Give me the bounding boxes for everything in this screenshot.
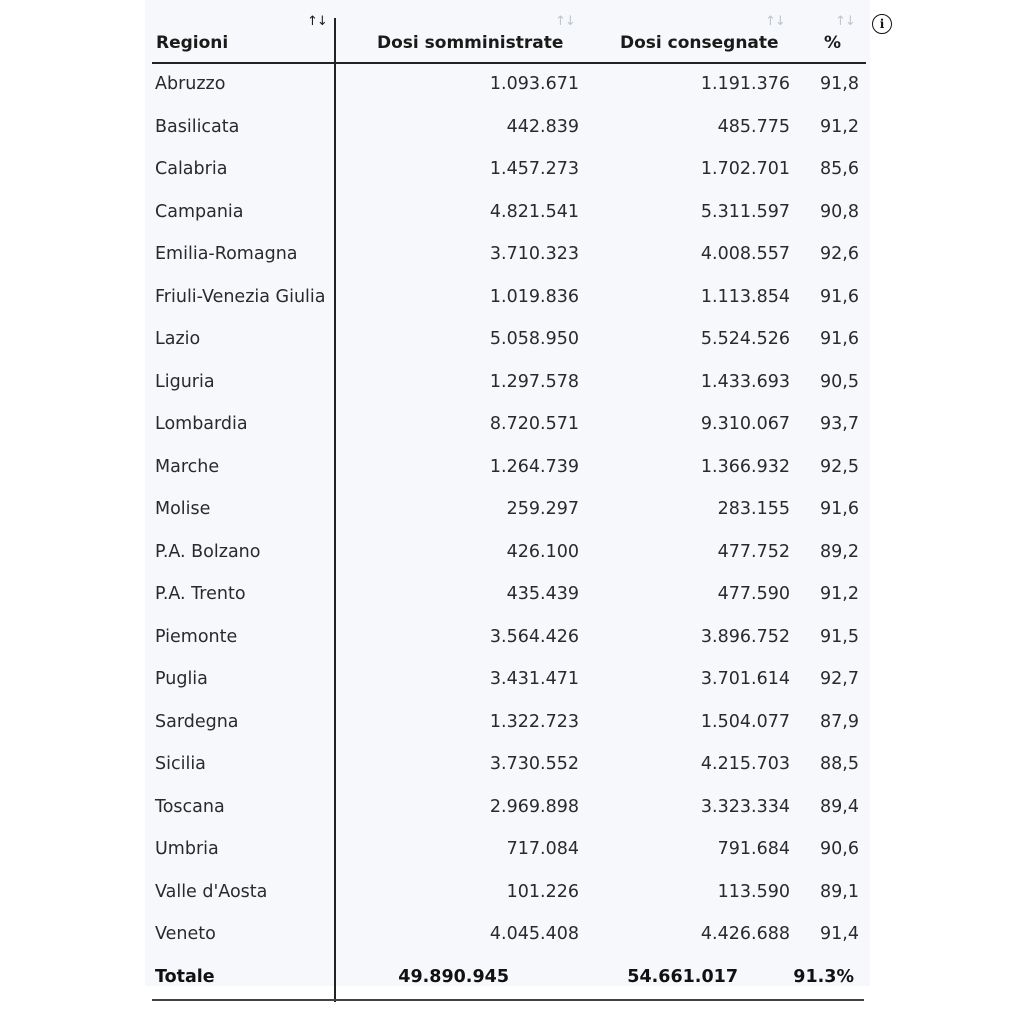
table-row bbox=[145, 489, 870, 531]
cell-percent: 91,6 bbox=[820, 499, 859, 519]
cell-doses-delivered: 4.426.688 bbox=[700, 924, 790, 944]
cell-percent: 92,7 bbox=[820, 669, 859, 689]
cell-doses-administered: 1.019.836 bbox=[489, 286, 579, 307]
cell-doses-delivered: 5.311.597 bbox=[700, 201, 790, 222]
vaccine-doses-table bbox=[145, 0, 870, 986]
cell-doses-administered: 3.564.426 bbox=[489, 626, 579, 647]
cell-percent: 91,2 bbox=[820, 584, 859, 604]
cell-doses-administered: 3.431.471 bbox=[489, 669, 579, 689]
table-row bbox=[145, 64, 870, 106]
cell-percent: 91,6 bbox=[820, 329, 859, 349]
cell-percent: 91,6 bbox=[820, 286, 859, 307]
cell-total-percent: 91.3% bbox=[793, 967, 854, 987]
cell-percent: 91,2 bbox=[820, 116, 859, 137]
cell-doses-delivered: 4.215.703 bbox=[700, 754, 790, 774]
cell-region: Lazio bbox=[155, 329, 201, 349]
cell-doses-administered: 426.100 bbox=[506, 541, 579, 562]
cell-region: Marche bbox=[155, 456, 220, 477]
sort-icon[interactable]: ↑↓ bbox=[835, 14, 855, 29]
cell-region: Calabria bbox=[155, 159, 228, 179]
column-header-dosi-consegnate[interactable]: Dosi consegnate bbox=[620, 33, 779, 53]
table-row bbox=[145, 107, 870, 149]
cell-total-doses-administered: 49.890.945 bbox=[398, 967, 509, 987]
cell-region: Puglia bbox=[155, 669, 208, 689]
cell-percent: 91,8 bbox=[820, 74, 859, 94]
cell-doses-delivered: 3.323.334 bbox=[700, 796, 790, 817]
info-icon[interactable]: i bbox=[872, 14, 892, 34]
table-row bbox=[145, 234, 870, 276]
cell-percent: 87,9 bbox=[820, 711, 859, 732]
cell-region: Veneto bbox=[155, 924, 216, 944]
cell-doses-administered: 259.297 bbox=[506, 499, 579, 519]
column-header-dosi-somministrate[interactable]: Dosi somministrate bbox=[377, 33, 564, 53]
table-row bbox=[145, 617, 870, 659]
cell-region: Abruzzo bbox=[155, 74, 226, 94]
table-bottom-border bbox=[152, 999, 864, 1001]
cell-region: P.A. Trento bbox=[155, 584, 246, 604]
table-row bbox=[145, 319, 870, 361]
cell-doses-delivered: 485.775 bbox=[717, 116, 790, 137]
table-row bbox=[145, 192, 870, 234]
table-row bbox=[145, 149, 870, 191]
cell-percent: 90,8 bbox=[820, 201, 859, 222]
cell-percent: 89,1 bbox=[820, 881, 859, 902]
cell-region: P.A. Bolzano bbox=[155, 541, 261, 562]
sort-icon[interactable]: ↑↓ bbox=[555, 14, 575, 29]
cell-region: Molise bbox=[155, 499, 211, 519]
table-row bbox=[145, 277, 870, 319]
cell-doses-delivered: 9.310.067 bbox=[700, 414, 790, 434]
table-row bbox=[145, 829, 870, 871]
column-header-regioni[interactable]: Regioni bbox=[156, 33, 229, 53]
cell-doses-administered: 1.093.671 bbox=[489, 74, 579, 94]
cell-doses-delivered: 477.590 bbox=[717, 584, 790, 604]
sort-icon[interactable]: ↑↓ bbox=[307, 14, 327, 29]
cell-doses-delivered: 477.752 bbox=[717, 541, 790, 562]
table-row bbox=[145, 404, 870, 446]
cell-doses-delivered: 1.366.932 bbox=[700, 456, 790, 477]
column-header-percent[interactable]: % bbox=[824, 33, 842, 53]
cell-doses-delivered: 1.191.376 bbox=[700, 74, 790, 94]
cell-doses-administered: 1.457.273 bbox=[489, 159, 579, 179]
cell-region: Piemonte bbox=[155, 626, 238, 647]
total-row bbox=[145, 957, 870, 999]
cell-doses-administered: 1.264.739 bbox=[489, 456, 579, 477]
cell-doses-administered: 4.045.408 bbox=[489, 924, 579, 944]
cell-region: Umbria bbox=[155, 839, 219, 859]
cell-doses-administered: 717.084 bbox=[506, 839, 579, 859]
cell-doses-administered: 4.821.541 bbox=[489, 201, 579, 222]
cell-doses-delivered: 1.113.854 bbox=[700, 286, 790, 307]
cell-percent: 88,5 bbox=[820, 754, 859, 774]
cell-doses-administered: 8.720.571 bbox=[489, 414, 579, 434]
cell-doses-delivered: 3.896.752 bbox=[700, 626, 790, 647]
cell-percent: 90,5 bbox=[820, 371, 859, 392]
cell-doses-delivered: 1.702.701 bbox=[700, 159, 790, 179]
cell-doses-delivered: 1.433.693 bbox=[700, 371, 790, 392]
table-header bbox=[145, 0, 870, 64]
cell-percent: 90,6 bbox=[820, 839, 859, 859]
cell-doses-administered: 101.226 bbox=[506, 881, 579, 902]
cell-total-label: Totale bbox=[155, 967, 215, 987]
table-row bbox=[145, 574, 870, 616]
cell-doses-administered: 2.969.898 bbox=[489, 796, 579, 817]
cell-percent: 92,5 bbox=[820, 456, 859, 477]
cell-region: Friuli-Venezia Giulia bbox=[155, 286, 326, 307]
cell-doses-administered: 1.297.578 bbox=[489, 371, 579, 392]
table-row bbox=[145, 447, 870, 489]
table-row bbox=[145, 787, 870, 829]
table-row bbox=[145, 362, 870, 404]
cell-doses-delivered: 113.590 bbox=[717, 881, 790, 902]
cell-region: Campania bbox=[155, 201, 244, 222]
cell-doses-delivered: 791.684 bbox=[717, 839, 790, 859]
cell-region: Sardegna bbox=[155, 711, 239, 732]
cell-doses-delivered: 4.008.557 bbox=[700, 244, 790, 264]
cell-region: Emilia-Romagna bbox=[155, 244, 298, 264]
cell-percent: 92,6 bbox=[820, 244, 859, 264]
cell-percent: 93,7 bbox=[820, 414, 859, 434]
cell-percent: 89,4 bbox=[820, 796, 859, 817]
cell-doses-delivered: 283.155 bbox=[717, 499, 790, 519]
sort-icon[interactable]: ↑↓ bbox=[765, 14, 785, 29]
cell-doses-administered: 1.322.723 bbox=[489, 711, 579, 732]
table-row bbox=[145, 872, 870, 914]
cell-doses-administered: 3.730.552 bbox=[489, 754, 579, 774]
cell-percent: 89,2 bbox=[820, 541, 859, 562]
cell-doses-administered: 3.710.323 bbox=[489, 244, 579, 264]
cell-region: Sicilia bbox=[155, 754, 206, 774]
cell-percent: 85,6 bbox=[820, 159, 859, 179]
cell-doses-administered: 442.839 bbox=[506, 116, 579, 137]
cell-doses-administered: 5.058.950 bbox=[489, 329, 579, 349]
cell-doses-delivered: 1.504.077 bbox=[700, 711, 790, 732]
cell-percent: 91,5 bbox=[820, 626, 859, 647]
cell-region: Liguria bbox=[155, 371, 215, 392]
table-row bbox=[145, 914, 870, 956]
cell-total-doses-delivered: 54.661.017 bbox=[627, 967, 738, 987]
table-row bbox=[145, 744, 870, 786]
cell-doses-delivered: 3.701.614 bbox=[700, 669, 790, 689]
table-row bbox=[145, 659, 870, 701]
table-row bbox=[145, 532, 870, 574]
table-row bbox=[145, 702, 870, 744]
cell-doses-administered: 435.439 bbox=[506, 584, 579, 604]
cell-region: Lombardia bbox=[155, 414, 248, 434]
cell-percent: 91,4 bbox=[820, 924, 859, 944]
cell-region: Basilicata bbox=[155, 116, 240, 137]
cell-region: Valle d'Aosta bbox=[155, 881, 268, 902]
cell-region: Toscana bbox=[155, 796, 225, 817]
cell-doses-delivered: 5.524.526 bbox=[700, 329, 790, 349]
